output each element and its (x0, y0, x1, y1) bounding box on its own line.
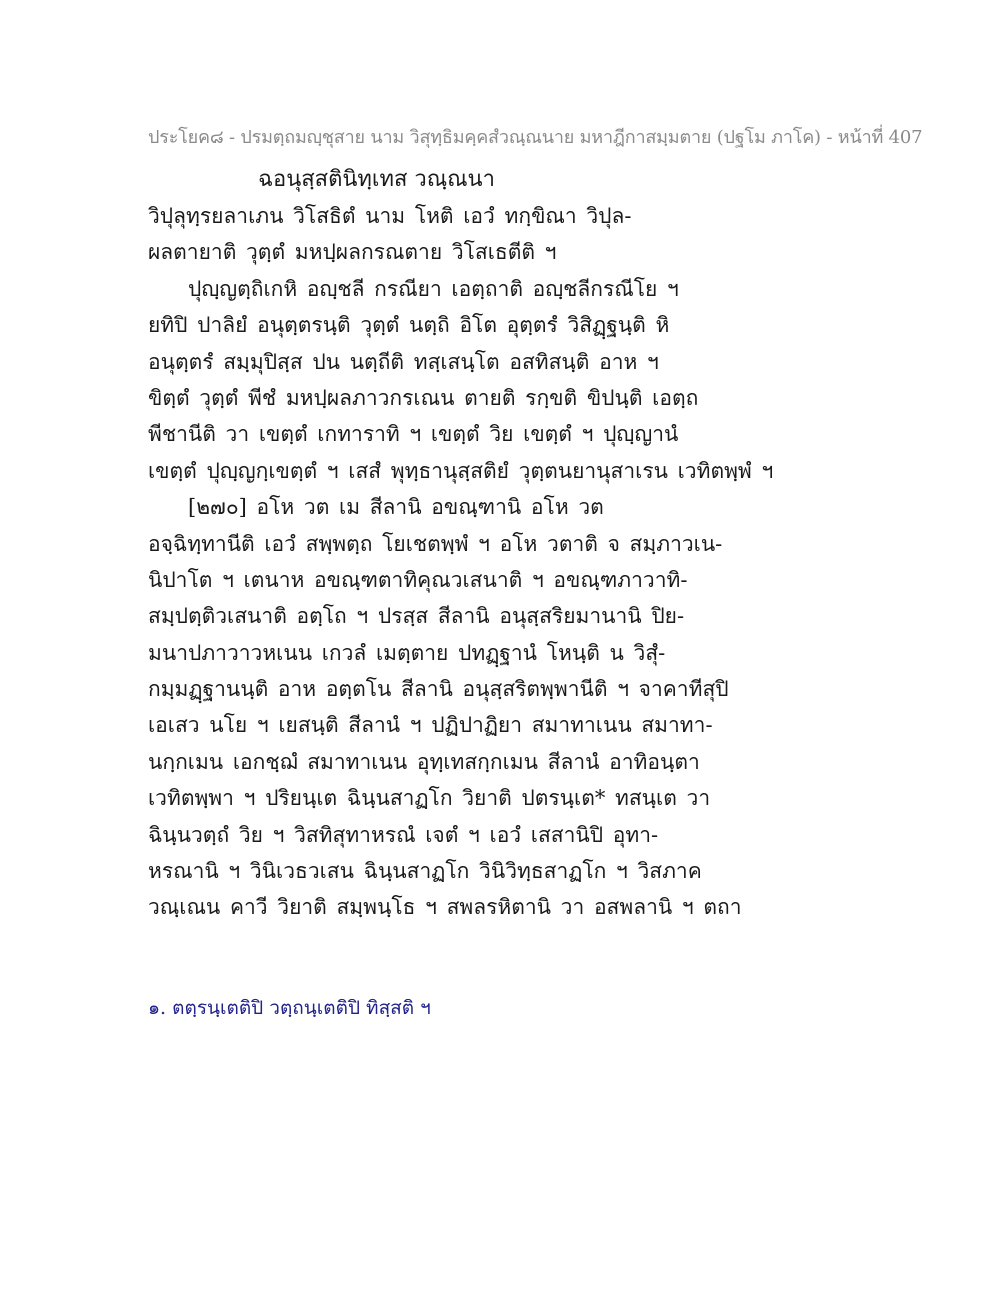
text-line: กมฺมฏฺฐานนฺติ อาห อตฺตโน สีลานิ อนุสฺสริตพฺพานีติ ฯ จาคาทีสุปิ (148, 677, 729, 702)
text-line: นกฺกเมน เอกชฺฌํ สมาทาเนน อุทฺเทสกฺกเมน สีลานํ อาทิอนฺตา (148, 749, 700, 774)
text-line: ยทิปิ ปาลิยํ อนุตฺตรนฺติ วุตฺตํ นตฺถิ อิโต อุตฺตรํ วิสิฏฺฐนฺติ หิ (148, 313, 670, 338)
text-line: วณฺเณน คาวี วิยาติ สมฺพนฺโธ ฯ สพลรหิตานิ วา อสพลานิ ฯ ตถา (148, 895, 742, 920)
text-line: หรณานิ ฯ วินิเวธวเสน ฉินฺนสาฏโก วินิวิทฺธสาฏโก ฯ วิสภาค (148, 859, 702, 884)
text-line: สมฺปตฺติวเสนาติ อตฺโถ ฯ ปรสฺส สีลานิ อนุสฺสริยมานานิ ปิย- (148, 604, 685, 629)
text-line: เอเสว นโย ฯ เยสนฺติ สีลานํ ฯ ปฏิปาฏิยา สมาทาเนน สมาทา- (148, 713, 713, 738)
text-line: เขตฺตํ ปุญฺญกฺเขตฺตํ ฯ เสสํ พุทฺธานุสฺสติยํ วุตฺตนยานุสาเรน เวทิตพฺพํ ฯ (148, 458, 774, 483)
text-line: พีชานีติ วา เขตฺตํ เกทาราทิ ฯ เขตฺตํ วิย เขตฺตํ ฯ ปุญฺญานํ (148, 422, 679, 447)
text-line: นิปาโต ฯ เตนาห อขณฺฑตาทิคุณวเสนาติ ฯ อขณฺฑภาวาทิ- (148, 567, 688, 592)
text-line: เวทิตพฺพา ฯ ปริยนฺเต ฉินฺนสาฏโก วิยาติ ปตรนฺเต* ทสนฺเต วา (148, 786, 711, 811)
text-line: วิปุลุทฺรยลาเภน วิโสธิตํ นาม โหติ เอวํ ทกฺขิณา วิปุล- (148, 204, 632, 228)
text-line: ปุญฺญตฺถิเกหิ อญฺชลี กรณียา เอตฺถาติ อญฺชลีกรณีโย ฯ (188, 276, 679, 301)
text-line: ผลตายาติ วุตฺตํ มหปฺผลกรณตาย วิโสเธตีติ ฯ (148, 240, 557, 265)
footnote: ๑. ตตฺรนฺเตติปิ วตฺถนฺเตติปิ ทิสฺสติ ฯ (148, 997, 431, 1019)
text-line: มนาปภาวาวหเนน เกวลํ เมตฺตาย ปทฏฺฐานํ โหนฺติ น วิสุํ- (148, 640, 666, 665)
section-title: ฉอนุสฺสตินิทฺเทส วณฺณนา (258, 167, 495, 192)
running-header: ประโยค๘ - ปรมตฺถมญฺชุสาย นาม วิสุทฺธิมคฺคสํวณฺณนาย มหาฎีกาสมฺมตาย (ปฐโม ภาโค) - หน้าที่ 407 (148, 127, 923, 148)
text-line: อนุตฺตรํ สมฺมุปิสฺส ปน นตฺถีติ ทสฺเสนฺโต อสทิสนฺติ อาห ฯ (148, 349, 659, 374)
body-text (148, 198, 774, 926)
text-line: ขิตฺตํ วุตฺตํ พีชํ มหปฺผลภาวกรเณน ตายติ รกฺขติ ขิปนฺติ เอตฺถ (148, 385, 699, 410)
text-line: ฉินฺนวตฺถํ วิย ฯ วิสทิสุทาหรณํ เจตํ ฯ เอวํ เสสานิปิ อุทา- (148, 822, 659, 847)
text-line: อจฺฉิทฺทานีติ เอวํ สพฺพตฺถ โยเชตพฺพํ ฯ อโห วตาติ จ สมฺภาวเน- (148, 531, 723, 556)
text-line: [๒๗๐] อโห วต เม สีลานิ อขณฺฑานิ อโห วต (188, 495, 604, 520)
